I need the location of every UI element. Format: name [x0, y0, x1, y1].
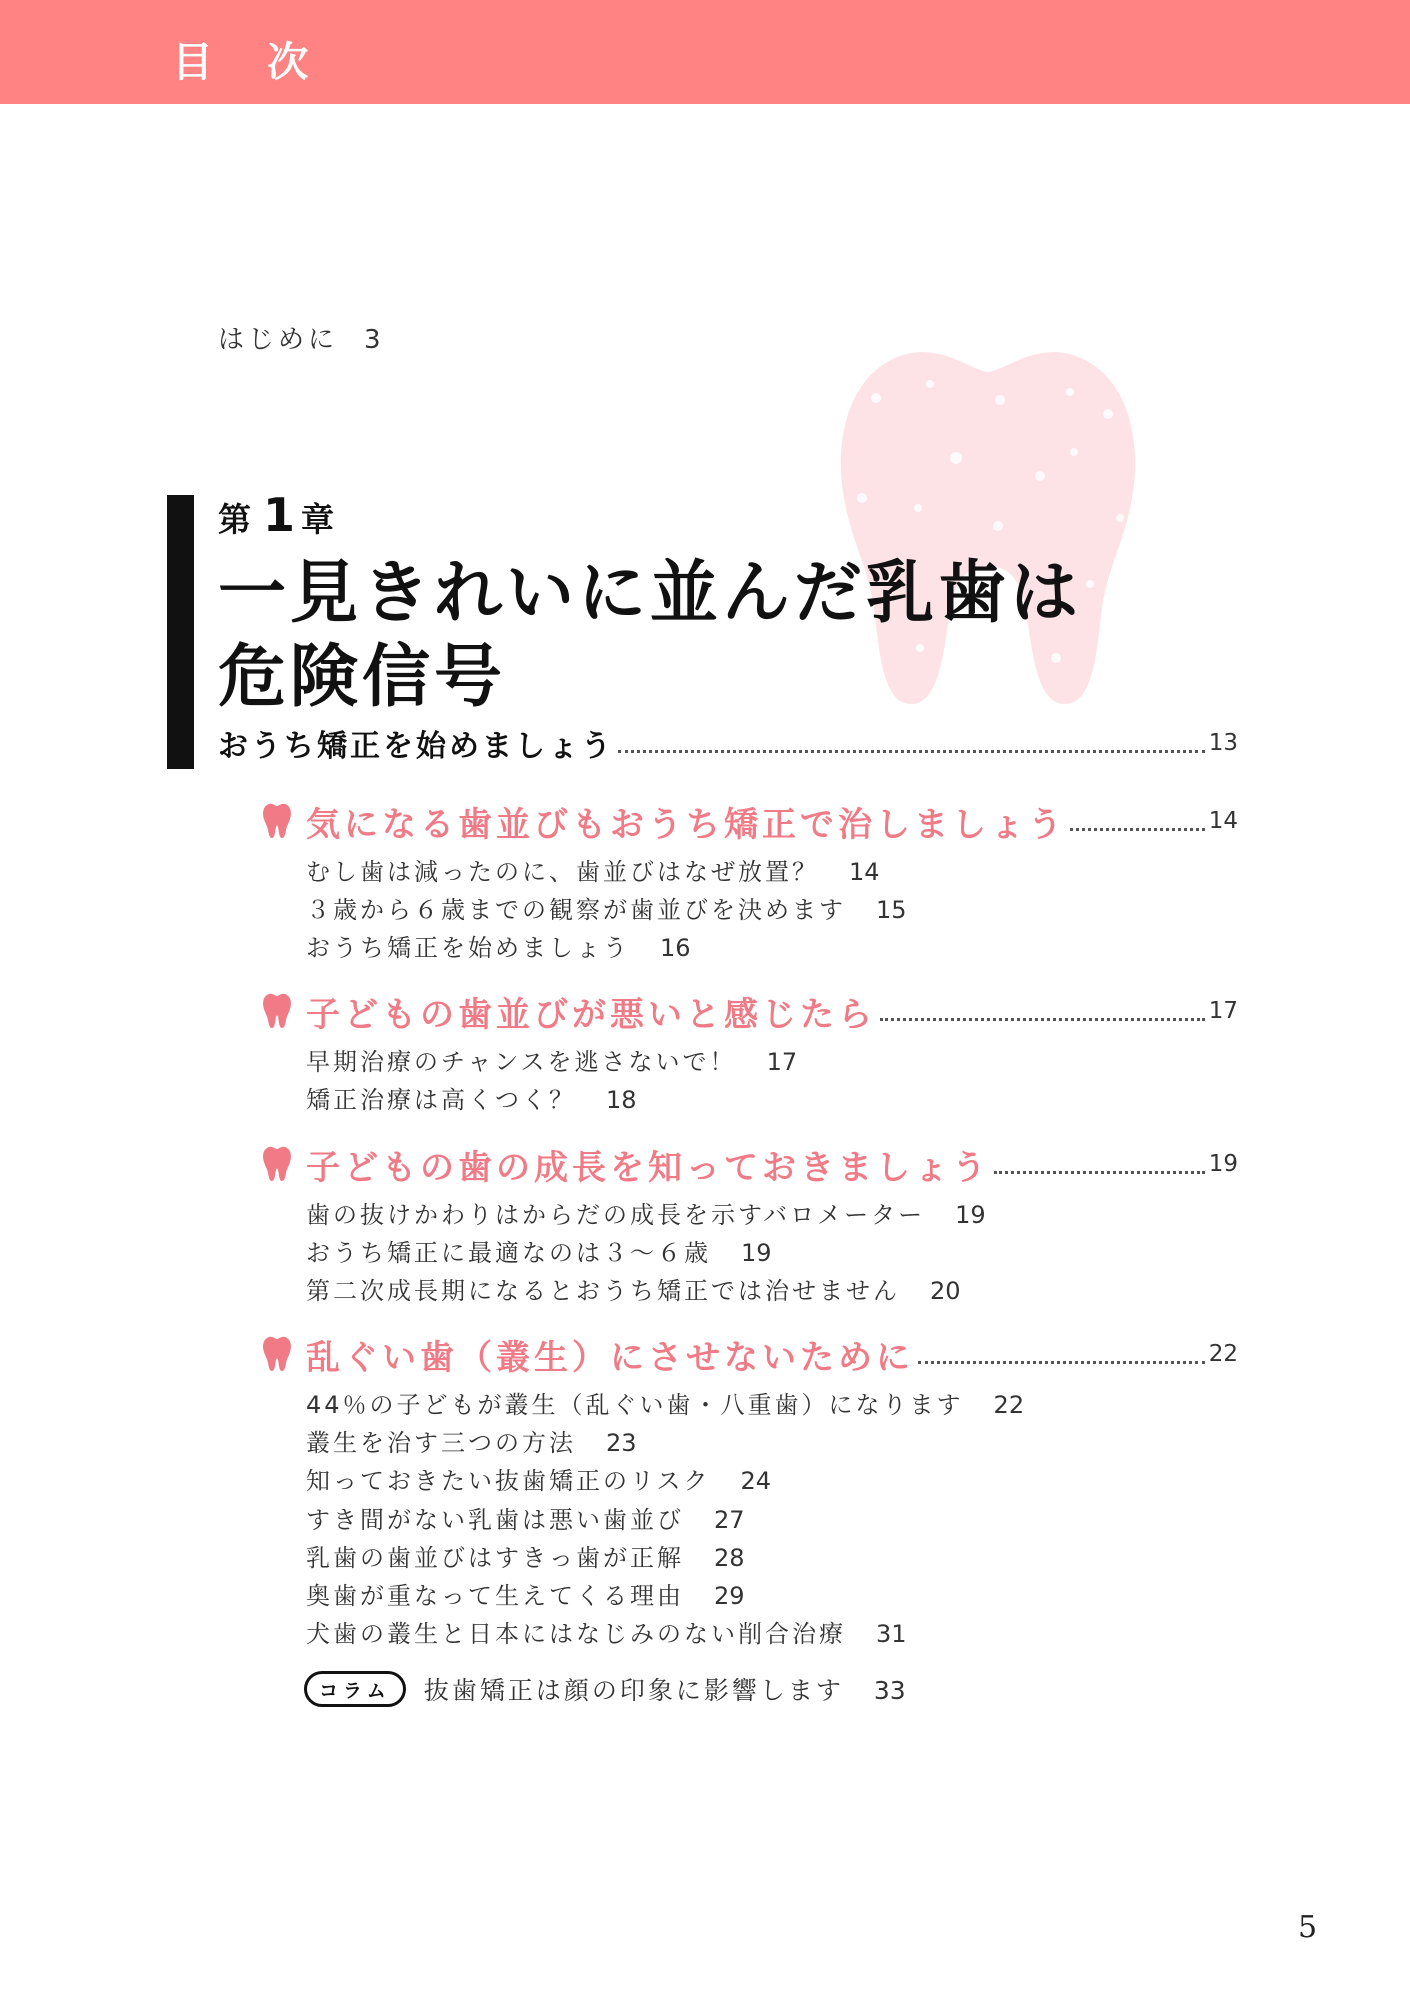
section-page-number: 22 — [1208, 1341, 1238, 1367]
item-text: 44％の子どもが叢生（乱ぐい歯・八重歯）になります — [306, 1391, 964, 1419]
header-bar — [0, 0, 1410, 104]
intro-page-number: 3 — [364, 325, 381, 355]
section-page-number: 19 — [1208, 1151, 1238, 1177]
item-page-number: 17 — [766, 1048, 798, 1076]
toc-intro[interactable] — [218, 320, 381, 360]
toc-item[interactable] — [306, 1539, 1238, 1577]
tooth-icon — [262, 993, 292, 1029]
chapter-subtitle-entry[interactable] — [218, 720, 1238, 766]
item-text: 第二次成長期になるとおうち矯正では治せません — [306, 1277, 900, 1306]
item-text: 歯の抜けかわりはからだの成長を示すバロメーター — [306, 1201, 926, 1229]
section-title: 気になる歯並びもおうち矯正で治しましょう — [306, 804, 1066, 845]
chapter-subtitle: おうち矯正を始めましょう — [218, 729, 614, 764]
toc-item[interactable] — [306, 1081, 1238, 1119]
dot-leader — [918, 1361, 1205, 1364]
section-heading-entry[interactable] — [262, 1140, 1238, 1188]
column-text-wrap — [424, 1671, 906, 1707]
column-entry[interactable] — [304, 1670, 906, 1708]
chapter-title — [218, 552, 1178, 720]
item-text: 矯正治療は高くつく？ — [306, 1086, 576, 1115]
tooth-icon — [262, 1146, 292, 1182]
chapter-number: 1 — [263, 488, 296, 542]
section-page-number: 17 — [1208, 998, 1238, 1024]
item-text: ３歳から６歳までの観察が歯並びを決めます — [306, 896, 846, 925]
item-page-number: 18 — [606, 1086, 637, 1115]
section-title: 子どもの歯並びが悪いと感じたら — [306, 994, 876, 1035]
item-page-number: 19 — [955, 1201, 986, 1229]
item-page-number: 24 — [740, 1467, 772, 1496]
item-text: 奥歯が重なって生えてくる理由 — [306, 1582, 684, 1611]
item-page-number: 22 — [993, 1391, 1025, 1419]
intro-label: はじめに — [218, 325, 339, 355]
item-text: むし歯は減ったのに、歯並びはなぜ放置？ — [306, 858, 819, 886]
toc-item[interactable] — [306, 853, 1238, 891]
section-items — [306, 1043, 1238, 1119]
item-text: 犬歯の叢生と日本にはなじみのない削合治療 — [306, 1620, 846, 1649]
toc-item[interactable] — [306, 1386, 1238, 1424]
section-heading-entry[interactable] — [262, 1330, 1238, 1378]
toc-item[interactable] — [306, 1272, 1238, 1310]
column-badge: コラム — [304, 1671, 406, 1707]
item-text: 早期治療のチャンスを逃さないで！ — [306, 1048, 737, 1076]
item-page-number: 15 — [876, 896, 907, 925]
toc-item[interactable] — [306, 1234, 1238, 1272]
section-items — [306, 1386, 1238, 1653]
item-text: おうち矯正を始めましょう — [306, 934, 630, 963]
item-page-number: 16 — [660, 934, 691, 963]
tooth-icon — [262, 1336, 292, 1372]
toc-item[interactable] — [306, 1196, 1238, 1234]
toc-item[interactable] — [306, 1615, 1238, 1653]
tooth-icon — [262, 803, 292, 839]
item-page-number: 23 — [606, 1429, 637, 1458]
dot-leader — [618, 750, 1205, 753]
column-text: 抜歯矯正は顔の印象に影響します — [423, 1676, 844, 1705]
item-page-number: 27 — [714, 1505, 745, 1534]
dot-leader — [880, 1018, 1205, 1021]
item-page-number: 20 — [930, 1277, 961, 1306]
page-title: 目 次 — [172, 38, 329, 86]
section-page-number: 14 — [1208, 808, 1238, 834]
toc-section — [262, 797, 1238, 968]
chapter-bar — [167, 495, 194, 769]
toc-item[interactable] — [306, 1501, 1238, 1539]
item-text: 知っておきたい抜歯矯正のリスク — [306, 1467, 711, 1496]
toc-item[interactable] — [306, 1577, 1238, 1615]
chapter-subtitle-page-number: 13 — [1208, 730, 1238, 756]
toc-item[interactable] — [306, 1424, 1238, 1462]
chapter-title-line-2: 危険信号 — [218, 638, 507, 717]
toc-item[interactable] — [306, 1043, 1238, 1081]
toc-item[interactable] — [306, 891, 1238, 929]
item-text: 叢生を治す三つの方法 — [306, 1429, 576, 1458]
item-page-number: 28 — [714, 1543, 745, 1572]
item-text: おうち矯正に最適なのは３〜６歳 — [306, 1239, 711, 1268]
page-folio: 5 — [1298, 1910, 1318, 1945]
column-page-number: 33 — [873, 1676, 906, 1705]
dot-leader — [994, 1171, 1205, 1174]
item-page-number: 29 — [714, 1582, 745, 1611]
toc-section — [262, 1330, 1238, 1653]
dot-leader — [1070, 828, 1205, 831]
section-items — [306, 1196, 1238, 1311]
toc-section — [262, 1140, 1238, 1311]
chapter-label-pre: 第 — [218, 500, 257, 539]
section-title: 乱ぐい歯（叢生）にさせないために — [306, 1337, 914, 1378]
toc-item[interactable] — [306, 929, 1238, 967]
section-heading-entry[interactable] — [262, 987, 1238, 1035]
chapter-label-post: 章 — [301, 500, 341, 539]
section-heading-entry[interactable] — [262, 797, 1238, 845]
item-text: 乳歯の歯並びはすきっ歯が正解 — [306, 1543, 684, 1572]
section-items — [306, 853, 1238, 968]
item-page-number: 19 — [741, 1239, 772, 1268]
item-page-number: 14 — [849, 858, 880, 886]
item-text: すき間がない乳歯は悪い歯並び — [306, 1505, 684, 1534]
section-title: 子どもの歯の成長を知っておきましょう — [306, 1147, 990, 1188]
item-page-number: 31 — [876, 1620, 907, 1649]
chapter-label — [218, 488, 341, 543]
toc-item[interactable] — [306, 1462, 1238, 1500]
toc-section — [262, 987, 1238, 1119]
chapter-title-line-1: 一見きれいに並んだ乳歯は — [218, 554, 1083, 633]
